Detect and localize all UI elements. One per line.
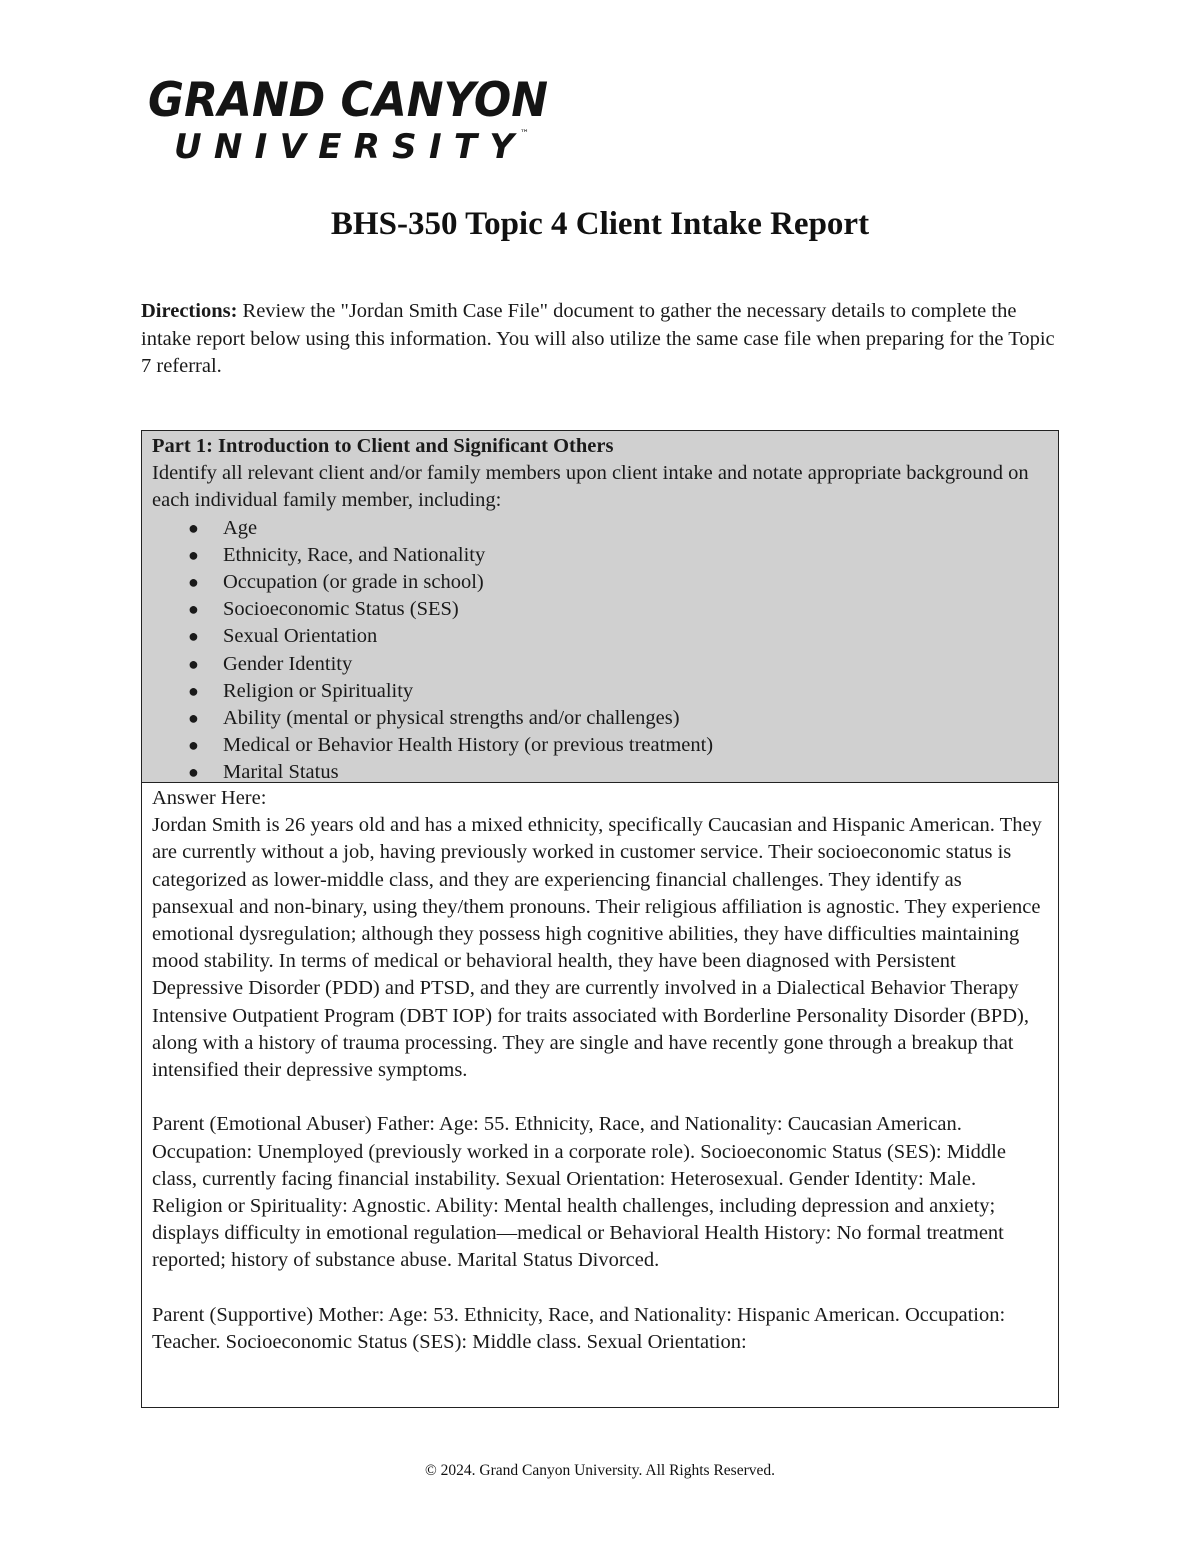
logo-wordmark <box>148 74 558 164</box>
part1-criteria-list <box>152 515 1048 787</box>
bullet-icon: ● <box>188 735 199 756</box>
directions-text: Review the "Jordan Smith Case File" document to gather the necessary details to complete the intake report below using this information. You will also utilize the same case file when preparing for the Topic 7 referral. <box>141 300 1055 377</box>
intake-table <box>141 430 1059 1408</box>
logo-line2: UNIVERSITY <box>174 127 514 164</box>
bullet-icon: ● <box>188 626 199 647</box>
bullet-icon: ● <box>188 708 199 729</box>
university-logo <box>148 74 558 164</box>
answer-paragraph-client: Jordan Smith is 26 years old and has a mixed ethnicity, specifically Caucasian and Hispanic American. They are currently without a job, having previously worked in customer service. Their socioeconomic status is categorized as lower-middle class, and they are experiencing financial challenges. They identify as pansexual and non-binary, using they/them pronouns. Their religious affiliation is agnostic. They experience emotional dysregulation; although they possess high cognitive abilities, they have difficulties maintaining mood stability. In terms of medical or behavioral health, they have been diagnosed with Persistent Depressive Disorder (PDD) and PTSD, and they are currently involved in a Dialectical Behavior Therapy Intensive Outpatient Program (DBT IOP) for traits associated with Borderline Personality Disorder (BPD), along with a history of trauma processing. They are single and have recently gone through a breakup that intensified their depressive symptoms. <box>152 814 1042 1082</box>
bullet-icon: ● <box>188 517 199 538</box>
answer-paragraph-father: Parent (Emotional Abuser) Father: Age: 55. Ethnicity, Race, and Nationality: Caucasian American. Occupation: Unemployed (previously worked in a corporate role). Socioeconomic Status (SES): Middle class, currently facing financial instability. Sexual Orientation: Heterosexual. Gender Identity: Male. Religion or Spirituality: Agnostic. Ability: Mental health challenges, including depression and anxiety; displays difficulty in emotional regulation—medical or Behavioral Health History: No formal treatment reported; history of substance abuse. Marital Status Divorced. <box>152 1113 1006 1272</box>
copyright-footer: © 2024. Grand Canyon University. All Rights Reserved. <box>424 1462 775 1479</box>
logo-trademark: ™ <box>520 129 529 139</box>
list-item: ● Gender Identity <box>152 651 1048 678</box>
directions-paragraph <box>141 298 1061 381</box>
directions-label: Directions: <box>141 300 238 322</box>
bullet-icon: ● <box>188 599 199 620</box>
list-item: ● Medical or Behavior Health History (or previous treatment) <box>152 732 1048 759</box>
list-item: ● Sexual Orientation <box>152 623 1048 650</box>
logo-line1: GRAND CANYON <box>148 74 548 128</box>
answer-label: Answer Here: <box>152 787 267 809</box>
bullet-icon: ● <box>188 680 199 701</box>
page-title: BHS-350 Topic 4 Client Intake Report <box>330 206 870 242</box>
answer-paragraph-mother: Parent (Supportive) Mother: Age: 53. Ethnicity, Race, and Nationality: Hispanic American. Occupation: Teacher. Socioeconomic Status (SES): Middle class. Sexual Orientation: <box>152 1303 1006 1354</box>
bullet-icon: ● <box>188 544 199 565</box>
bullet-icon: ● <box>188 762 199 783</box>
list-item: ● Ethnicity, Race, and Nationality <box>152 542 1048 569</box>
bullet-icon: ● <box>188 572 199 593</box>
part1-title: Part 1: Introduction to Client and Significant Others <box>152 435 614 457</box>
list-item: ● Occupation (or grade in school) <box>152 569 1048 596</box>
list-item: ● Ability (mental or physical strengths and/or challenges) <box>152 705 1048 732</box>
list-item: ● Age <box>152 515 1048 542</box>
part1-description: Identify all relevant client and/or family members upon client intake and notate appropriate background on each individual family member, including: <box>152 462 1029 512</box>
list-item: ● Religion or Spirituality <box>152 678 1048 705</box>
part1-answer-cell[interactable] <box>142 783 1058 1358</box>
bullet-icon: ● <box>188 653 199 674</box>
part1-header-cell <box>142 431 1058 783</box>
list-item: ● Marital Status <box>152 759 1048 786</box>
list-item: ● Socioeconomic Status (SES) <box>152 596 1048 623</box>
